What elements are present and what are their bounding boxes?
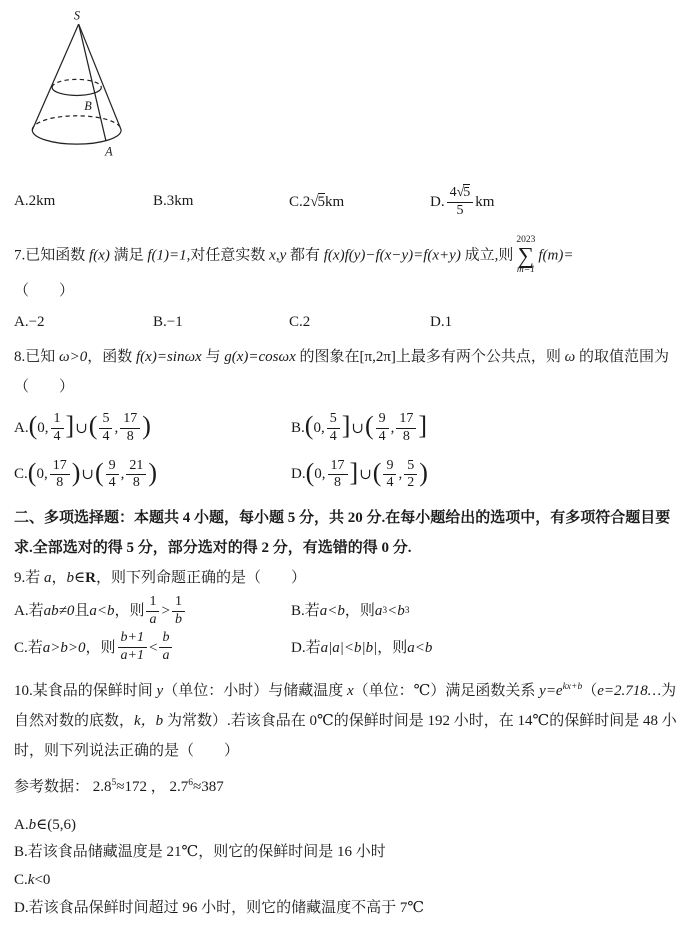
bracket: ( bbox=[364, 411, 374, 441]
q8-math: g(x)=cosωx bbox=[224, 349, 296, 366]
q10-reference-data bbox=[14, 772, 680, 802]
q6-option-b: B.3km bbox=[153, 193, 194, 210]
q6-options bbox=[14, 178, 680, 226]
bracket: ] bbox=[418, 411, 428, 441]
q8-text: 上最多有两个公共点，则 bbox=[395, 349, 565, 366]
bracket: ( bbox=[94, 457, 104, 487]
q9-option-c: C.若 a>b>0 ，则 $\frac{b+1}{a+1}$ < $\frac{b}{a}$ bbox=[14, 631, 291, 663]
interval-start: 0, bbox=[314, 466, 326, 483]
q10-math: x bbox=[346, 682, 354, 699]
q7-text: 都有 bbox=[286, 247, 324, 264]
q10-text: 10.某食品的保鲜时间 bbox=[14, 682, 157, 699]
option-math: a<b bbox=[319, 603, 345, 620]
q8-math: [π,2π] bbox=[359, 349, 396, 366]
q8-option-d: D. ( 0, $\frac{17}{8}$ ] ∪ ( $\frac{9}{4}$ , $\frac{5}{2}$ ) bbox=[291, 457, 428, 491]
q10-option-a bbox=[14, 812, 680, 840]
sqrt-icon: √ bbox=[310, 193, 318, 210]
interval-start: 0, bbox=[313, 419, 325, 436]
element-of-symbol: ∈ bbox=[74, 569, 86, 586]
cone-apex-label: S bbox=[73, 8, 81, 23]
option-text: ，则 bbox=[114, 603, 145, 620]
option-math: b bbox=[28, 816, 37, 833]
q8-text: 的图象在 bbox=[295, 349, 360, 366]
option-math: a<b bbox=[407, 639, 433, 656]
reference-value: 2.7 bbox=[169, 778, 189, 795]
q7-option-c: C.2 bbox=[289, 313, 311, 330]
option-text: B.若 bbox=[291, 603, 320, 620]
union-icon: ∪ bbox=[359, 467, 372, 484]
option-text: ，则 bbox=[85, 639, 116, 656]
relation-symbol: < bbox=[148, 639, 158, 656]
reference-value: 2.8 bbox=[92, 778, 112, 795]
answer-parens: （ ） bbox=[14, 282, 75, 299]
option-label: D. bbox=[291, 466, 306, 483]
base-ellipse-front bbox=[32, 130, 121, 144]
option-text: ，则 bbox=[377, 639, 408, 656]
summation-lower-limit: m=1 bbox=[516, 265, 535, 276]
q9-option-d bbox=[291, 631, 680, 663]
reals-symbol: R bbox=[85, 569, 96, 586]
question-7 bbox=[14, 236, 680, 276]
q7-text: ,对任意实数 bbox=[186, 247, 270, 264]
option-label: C. bbox=[14, 872, 28, 889]
base-ellipse-back bbox=[32, 116, 121, 130]
option-text: C.若 bbox=[14, 639, 43, 656]
bracket: ) bbox=[71, 457, 81, 487]
summation-symbol bbox=[516, 236, 535, 276]
bracket: ) bbox=[142, 411, 151, 441]
q6-option-c-radicand: 5 bbox=[317, 194, 325, 210]
q8-text: 的取值范围为（ ） bbox=[14, 349, 670, 396]
q6-option-d-unit: km bbox=[475, 193, 495, 210]
q10-text: （单位：小时）与储藏温度 bbox=[163, 682, 347, 699]
cone-mid-label: B bbox=[84, 99, 92, 114]
q7-text: 成立,则 bbox=[460, 247, 514, 264]
option-label: B. bbox=[291, 419, 305, 436]
q9-math: b bbox=[66, 569, 75, 586]
bracket: ) bbox=[419, 457, 428, 487]
q6-option-d-fraction bbox=[446, 186, 475, 218]
q10-text: （单位：℃）满足函数关系 bbox=[353, 682, 540, 699]
q7-math: f(x) bbox=[89, 247, 110, 264]
q6-option-c-unit: km bbox=[325, 193, 345, 210]
q7-text: 满足 bbox=[109, 247, 148, 264]
q6-option-a: A.2km bbox=[14, 193, 56, 210]
q10-math: y bbox=[156, 682, 164, 699]
exponent: 5 bbox=[111, 777, 117, 788]
bracket: ( bbox=[372, 457, 382, 487]
q8-text: 8.已知 bbox=[14, 349, 60, 366]
q9-option-a: A.若 ab≠0 且 a<b ，则 $\frac{1}{a}$ > $\frac{1}{b}$ bbox=[14, 595, 291, 627]
q10-math: k，b bbox=[134, 712, 164, 729]
relation-symbol: > bbox=[161, 603, 170, 620]
option-text: D.若该食品保鲜时间超过 96 小时，则它的储藏温度不高于 7℃ bbox=[14, 899, 425, 916]
reference-value: ≈172 ， bbox=[116, 778, 170, 795]
q8-option-c: C. ( 0, $\frac{17}{8}$ ) ∪ ( $\frac{9}{4}$ , $\frac{21}{8}$ ) bbox=[14, 457, 158, 491]
q8-math: ω>0 bbox=[59, 349, 88, 366]
q10-text: （ bbox=[582, 682, 598, 699]
q9-text: ， bbox=[51, 569, 67, 586]
bracket: ( bbox=[27, 457, 37, 487]
bracket: ( bbox=[28, 411, 38, 441]
q10-option-b bbox=[14, 839, 680, 867]
q10-option-c bbox=[14, 867, 680, 895]
fraction-numerator: 4√5 bbox=[447, 186, 474, 203]
union-icon: ∪ bbox=[351, 420, 364, 437]
q7-math: f(m)= bbox=[538, 247, 574, 264]
option-label: C. bbox=[14, 466, 28, 483]
q7-math: f(x)f(y)−f(x−y)=f(x+y) bbox=[323, 247, 461, 264]
q6-option-d bbox=[430, 186, 680, 218]
option-math: a>b>0 bbox=[42, 639, 86, 656]
q8-math: f(x)=sinωx bbox=[136, 349, 202, 366]
summation-upper-limit: 2023 bbox=[516, 235, 536, 245]
q6-option-c bbox=[289, 193, 430, 211]
exponent: 6 bbox=[188, 777, 193, 788]
q10-option-d bbox=[14, 895, 680, 923]
bracket: ] bbox=[341, 411, 351, 441]
q6-option-d-label: D. bbox=[430, 193, 445, 210]
q10-text: 为自然对数的底数， bbox=[14, 682, 677, 729]
bracket: ] bbox=[349, 457, 359, 487]
comma: , bbox=[398, 466, 403, 483]
exponent: kx+b bbox=[562, 681, 583, 692]
section-2-header: 二、多项选择题：本题共 4 小题，每小题 5 分，共 20 分.在每小题给出的选项中，有多项符合题目要求.全部选对的得 5 分，部分选对的得 2 分，有选错的得 0 分. bbox=[14, 509, 671, 556]
sigma-icon: ∑ bbox=[517, 242, 535, 268]
comma: , bbox=[114, 419, 119, 436]
reference-value: ≈387 bbox=[193, 778, 224, 795]
q8-option-b: B. ( 0, $\frac{5}{4}$ ] ∪ ( $\frac{9}{4}$ , $\frac{17}{8}$ ] bbox=[291, 411, 428, 444]
option-math: ∈(5,6) bbox=[36, 816, 76, 833]
question-10 bbox=[14, 676, 680, 766]
q9-math: a bbox=[44, 569, 52, 586]
cone-base-label: A bbox=[105, 144, 113, 159]
option-text: D.若 bbox=[291, 639, 321, 656]
option-text: ，则 bbox=[344, 603, 375, 620]
question-8 bbox=[14, 342, 680, 402]
option-math: k bbox=[27, 872, 35, 889]
cone-left-edge bbox=[32, 24, 78, 130]
reference-label: 参考数据： bbox=[14, 778, 93, 795]
q7-math: x,y bbox=[269, 247, 287, 264]
q9-options bbox=[14, 595, 680, 664]
union-icon: ∪ bbox=[75, 420, 88, 437]
q7-option-d: D.1 bbox=[430, 313, 453, 330]
option-text: B.若该食品储藏温度是 21℃，则它的保鲜时间是 16 小时 bbox=[14, 844, 386, 861]
q7-math: f(1)=1 bbox=[147, 247, 187, 264]
comma: , bbox=[390, 419, 395, 436]
mid-ellipse-back bbox=[52, 79, 101, 87]
q7-options bbox=[14, 308, 680, 337]
q7-option-a: A.−2 bbox=[14, 313, 45, 330]
bracket: ( bbox=[305, 457, 315, 487]
option-math: <0 bbox=[34, 872, 51, 889]
q8-text: ，函数 bbox=[87, 349, 136, 366]
question-9 bbox=[14, 563, 680, 593]
union-icon: ∪ bbox=[81, 467, 94, 484]
bracket: ] bbox=[65, 411, 75, 441]
q8-option-a: A. ( 0, $\frac{1}{4}$ ] ∪ ( $\frac{5}{4}$ , $\frac{17}{8}$ ) bbox=[14, 411, 151, 444]
q10-math: y=e bbox=[539, 682, 563, 699]
interval-start: 0, bbox=[37, 419, 49, 436]
option-math: a bbox=[374, 603, 383, 620]
q7-answer-blank bbox=[14, 276, 680, 306]
option-text: A.若 bbox=[14, 603, 44, 620]
sqrt-icon: √ bbox=[456, 184, 464, 200]
q6-option-c-text: C.2 bbox=[289, 193, 311, 210]
fraction-denominator: 5 bbox=[456, 202, 464, 218]
bracket: ( bbox=[304, 411, 314, 441]
q7-text: 7.已知函数 bbox=[14, 247, 90, 264]
q9-text: ，则下列命题正确的是（ ） bbox=[95, 569, 306, 586]
option-math: a|a|<b|b| bbox=[320, 639, 378, 656]
option-text: 且 bbox=[74, 603, 90, 620]
option-math: ab≠0 bbox=[43, 603, 75, 620]
interval-start: 0, bbox=[36, 466, 48, 483]
option-label: A. bbox=[14, 816, 29, 833]
q8-options bbox=[14, 412, 680, 491]
q8-text: 与 bbox=[201, 349, 225, 366]
q10-math: e=2.718… bbox=[597, 682, 662, 699]
q8-math: ω bbox=[564, 349, 576, 366]
option-math: a<b bbox=[89, 603, 115, 620]
comma: , bbox=[120, 466, 125, 483]
q9-option-b: B.若 a<b ，则 a 3 <b 3 bbox=[291, 595, 680, 627]
option-label: A. bbox=[14, 419, 29, 436]
option-math: <b bbox=[387, 603, 405, 620]
q9-text: 9.若 bbox=[14, 569, 45, 586]
q10-text: 为常数）.若该食品在 0℃的保鲜时间是 192 小时，在 14℃的保鲜时间是 48 小时，则下列说法正确的是（ ） bbox=[14, 712, 677, 759]
bracket: ( bbox=[88, 411, 98, 441]
bracket: ) bbox=[148, 457, 158, 487]
q7-option-b: B.−1 bbox=[153, 313, 183, 330]
cone-figure bbox=[20, 8, 124, 164]
